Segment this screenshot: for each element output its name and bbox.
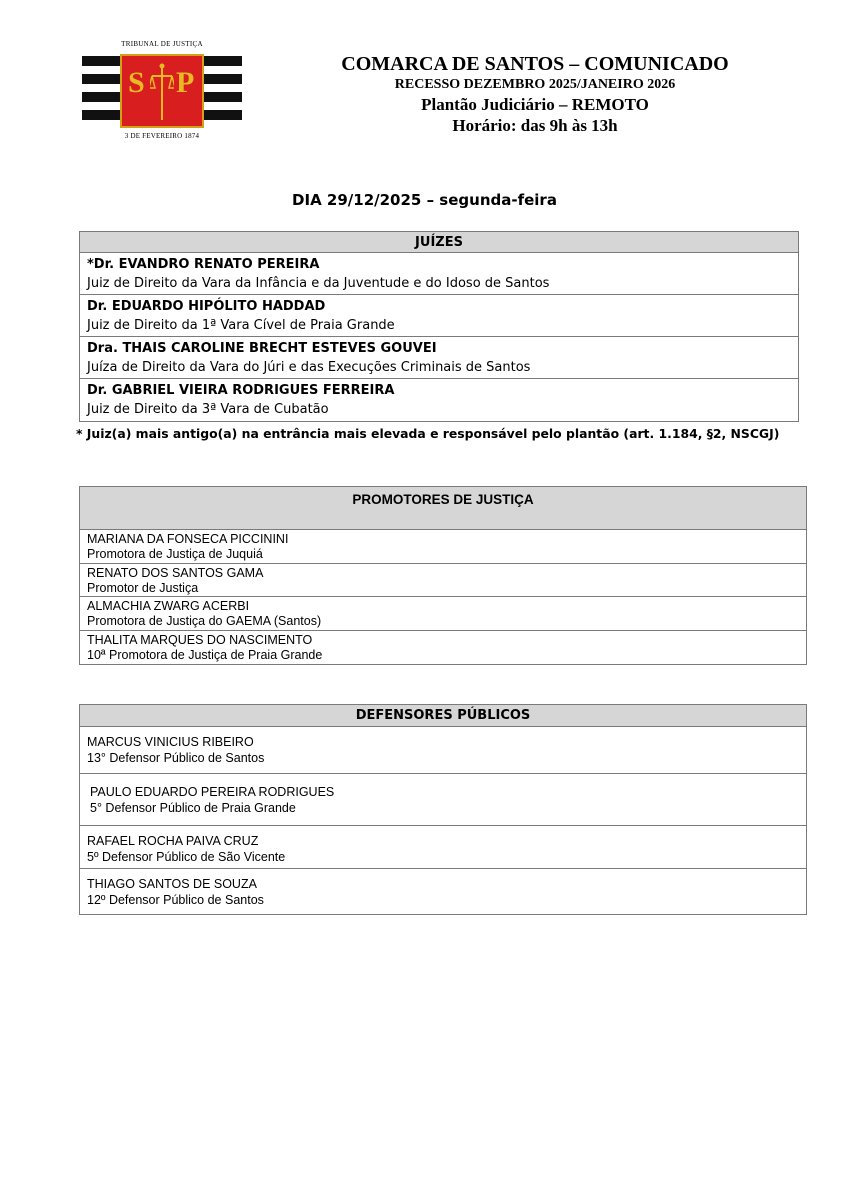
- judges-footnote: * Juiz(a) mais antigo(a) na entrância mais elevada e responsável pelo plantão (art. 1.184, §2, NSCGJ): [76, 426, 780, 441]
- judge-role: Juiz de Direito da Vara da Infância e da Juventude e do Idoso de Santos: [87, 276, 550, 291]
- defender-name: THIAGO SANTOS DE SOUZA: [87, 877, 257, 891]
- prosecutor-role: 10ª Promotora de Justiça de Praia Grande: [87, 647, 323, 662]
- defender-row: [80, 727, 806, 774]
- prosecutor-name: MARIANA DA FONSECA PICCININI: [87, 532, 289, 546]
- prosecutor-name: THALITA MARQUES DO NASCIMENTO: [87, 632, 313, 647]
- scales-icon: [150, 62, 174, 122]
- prosecutor-row: [80, 597, 806, 631]
- defender-row: [80, 774, 806, 826]
- prosecutors-table: [79, 486, 807, 665]
- horario-line: Horário: das 9h às 13h: [452, 116, 618, 135]
- prosecutor-name: ALMACHIA ZWARG ACERBI: [87, 599, 250, 613]
- judge-role: Juíza de Direito da Vara do Júri e das Execuções Criminais de Santos: [87, 360, 531, 375]
- defender-role: 12º Defensor Público de Santos: [87, 893, 264, 907]
- tjsp-logo: [82, 40, 242, 144]
- page-title: COMARCA DE SANTOS – COMUNICADO: [341, 53, 729, 75]
- header-block: [270, 52, 800, 136]
- judges-table: [79, 231, 799, 422]
- judge-role: Juiz de Direito da 1ª Vara Cível de Praia Grande: [87, 318, 395, 333]
- defender-row: [80, 826, 806, 869]
- defender-role: 5° Defensor Público de Praia Grande: [90, 801, 296, 815]
- prosecutor-row: [80, 564, 806, 598]
- judge-role: Juiz de Direito da 3ª Vara de Cubatão: [87, 402, 329, 417]
- plantao-line: Plantão Judiciário – REMOTO: [421, 95, 649, 114]
- defenders-heading: DEFENSORES PÚBLICOS: [80, 705, 806, 727]
- prosecutors-heading: PROMOTORES DE JUSTIÇA: [80, 487, 806, 530]
- prosecutor-row: [80, 530, 806, 564]
- judge-name: Dr. EDUARDO HIPÓLITO HADDAD: [87, 299, 326, 314]
- defender-row: [80, 869, 806, 914]
- defender-role: 5º Defensor Público de São Vicente: [87, 850, 286, 864]
- recess-subtitle: RECESSO DEZEMBRO 2025/JANEIRO 2026: [394, 77, 676, 92]
- judge-row: [80, 337, 798, 379]
- day-title: DIA 29/12/2025 – segunda-feira: [292, 191, 557, 209]
- prosecutor-name: RENATO DOS SANTOS GAMA: [87, 565, 264, 580]
- judges-heading: JUÍZES: [80, 232, 798, 253]
- logo-top-text: TRIBUNAL DE JUSTIÇA: [121, 40, 203, 48]
- defender-name: MARCUS VINICIUS RIBEIRO: [87, 735, 254, 749]
- logo-letter-p: P: [176, 66, 195, 99]
- defenders-table: [79, 704, 807, 915]
- judge-name: Dra. THAIS CAROLINE BRECHT ESTEVES GOUVEI: [87, 341, 437, 356]
- prosecutor-role: Promotora de Justiça de Juquiá: [87, 547, 263, 561]
- prosecutor-role: Promotora de Justiça do GAEMA (Santos): [87, 614, 322, 628]
- prosecutor-row: [80, 631, 806, 665]
- logo-letter-s: S: [128, 66, 145, 99]
- judge-name: *Dr. EVANDRO RENATO PEREIRA: [87, 257, 320, 272]
- prosecutor-role: Promotor de Justiça: [87, 580, 199, 595]
- logo-shield: [120, 54, 204, 128]
- judge-row: [80, 253, 798, 295]
- defender-name: RAFAEL ROCHA PAIVA CRUZ: [87, 834, 259, 848]
- logo-bottom-text: 3 DE FEVEREIRO 1874: [124, 132, 200, 140]
- judge-row: [80, 379, 798, 421]
- defender-name: PAULO EDUARDO PEREIRA RODRIGUES: [90, 785, 335, 799]
- judge-row: [80, 295, 798, 337]
- judge-name: Dr. GABRIEL VIEIRA RODRIGUES FERREIRA: [87, 383, 395, 398]
- defender-role: 13° Defensor Público de Santos: [87, 751, 265, 765]
